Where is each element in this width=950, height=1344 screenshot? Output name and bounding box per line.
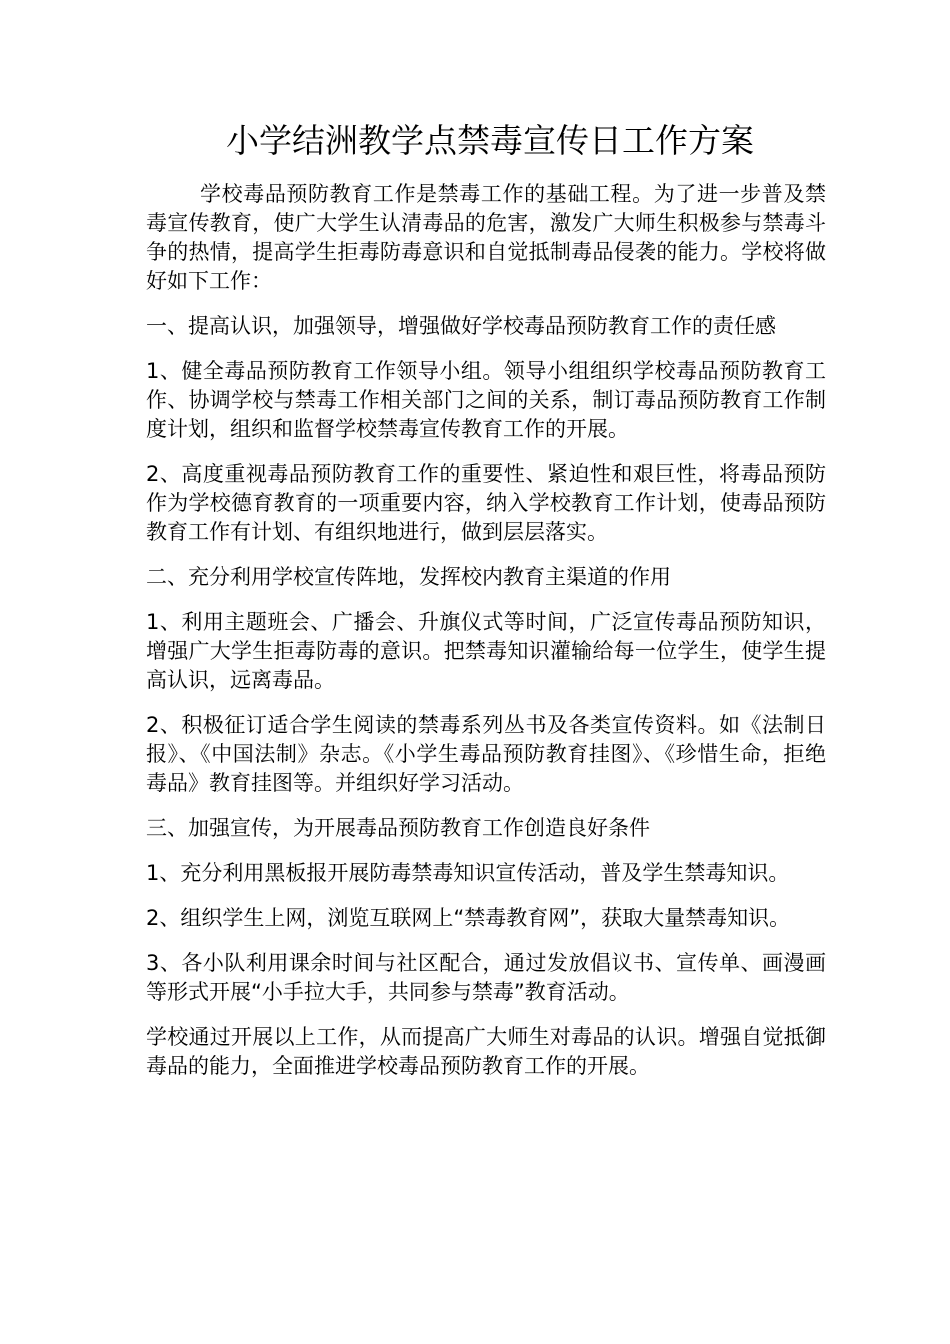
document-title: 小学结洲教学点禁毒宣传日工作方案 bbox=[226, 121, 754, 160]
document-body bbox=[146, 180, 826, 1097]
section-heading-3: 三、加强宣传，为开展毒品预防教育工作创造良好条件 bbox=[146, 816, 650, 840]
intro-paragraph: 学校毒品预防教育工作是禁毒工作的基础工程。为了进一步普及禁毒宣传教育，使广大学生认清毒品的危害，激发广大师生积极参与禁毒斗争的热情，提高学生拒毒防毒意识和自觉抵制毒品侵袭的能力。学校将做好如下工作： bbox=[146, 182, 826, 293]
section-1-item-1: 1、健全毒品预防教育工作领导小组。领导小组组织学校毒品预防教育工作、协调学校与禁毒工作相关部门之间的关系，制订毒品预防教育工作制度计划，组织和监督学校禁毒宣传教育工作的开展。 bbox=[146, 359, 826, 441]
section-2-item-1: 1、利用主题班会、广播会、升旗仪式等时间，广泛宣传毒品预防知识，增强广大学生拒毒防毒的意识。把禁毒知识灌输给每一位学生，使学生提高认识，远离毒品。 bbox=[146, 610, 826, 692]
section-heading-1: 一、提高认识，加强领导，增强做好学校毒品预防教育工作的责任感 bbox=[146, 314, 776, 338]
section-heading-2: 二、充分利用学校宣传阵地，发挥校内教育主渠道的作用 bbox=[146, 565, 671, 589]
section-3-item-3: 3、各小队利用课余时间与社区配合，通过发放倡议书、宣传单、画漫画等形式开展“小手拉大手，共同参与禁毒”教育活动。 bbox=[146, 951, 826, 1004]
section-3-item-2: 2、组织学生上网，浏览互联网上“禁毒教育网”，获取大量禁毒知识。 bbox=[146, 906, 791, 930]
conclusion-paragraph: 学校通过开展以上工作，从而提高广大师生对毒品的认识。增强自觉抵御毒品的能力，全面推进学校毒品预防教育工作的开展。 bbox=[146, 1025, 826, 1078]
section-3-item-1: 1、充分利用黑板报开展防毒禁毒知识宣传活动，普及学生禁毒知识。 bbox=[146, 861, 790, 885]
section-2-item-2: 2、积极征订适合学生阅读的禁毒系列丛书及各类宣传资料。如《法制日报》、《中国法制》杂志。《小学生毒品预防教育挂图》、《珍惜生命，拒绝毒品》教育挂图等。并组织好学习活动。 bbox=[146, 713, 826, 795]
section-1-item-2: 2、高度重视毒品预防教育工作的重要性、紧迫性和艰巨性，将毒品预防作为学校德育教育的一项重要内容，纳入学校教育工作计划，使毒品预防教育工作有计划、有组织地进行，做到层层落实。 bbox=[146, 462, 826, 544]
